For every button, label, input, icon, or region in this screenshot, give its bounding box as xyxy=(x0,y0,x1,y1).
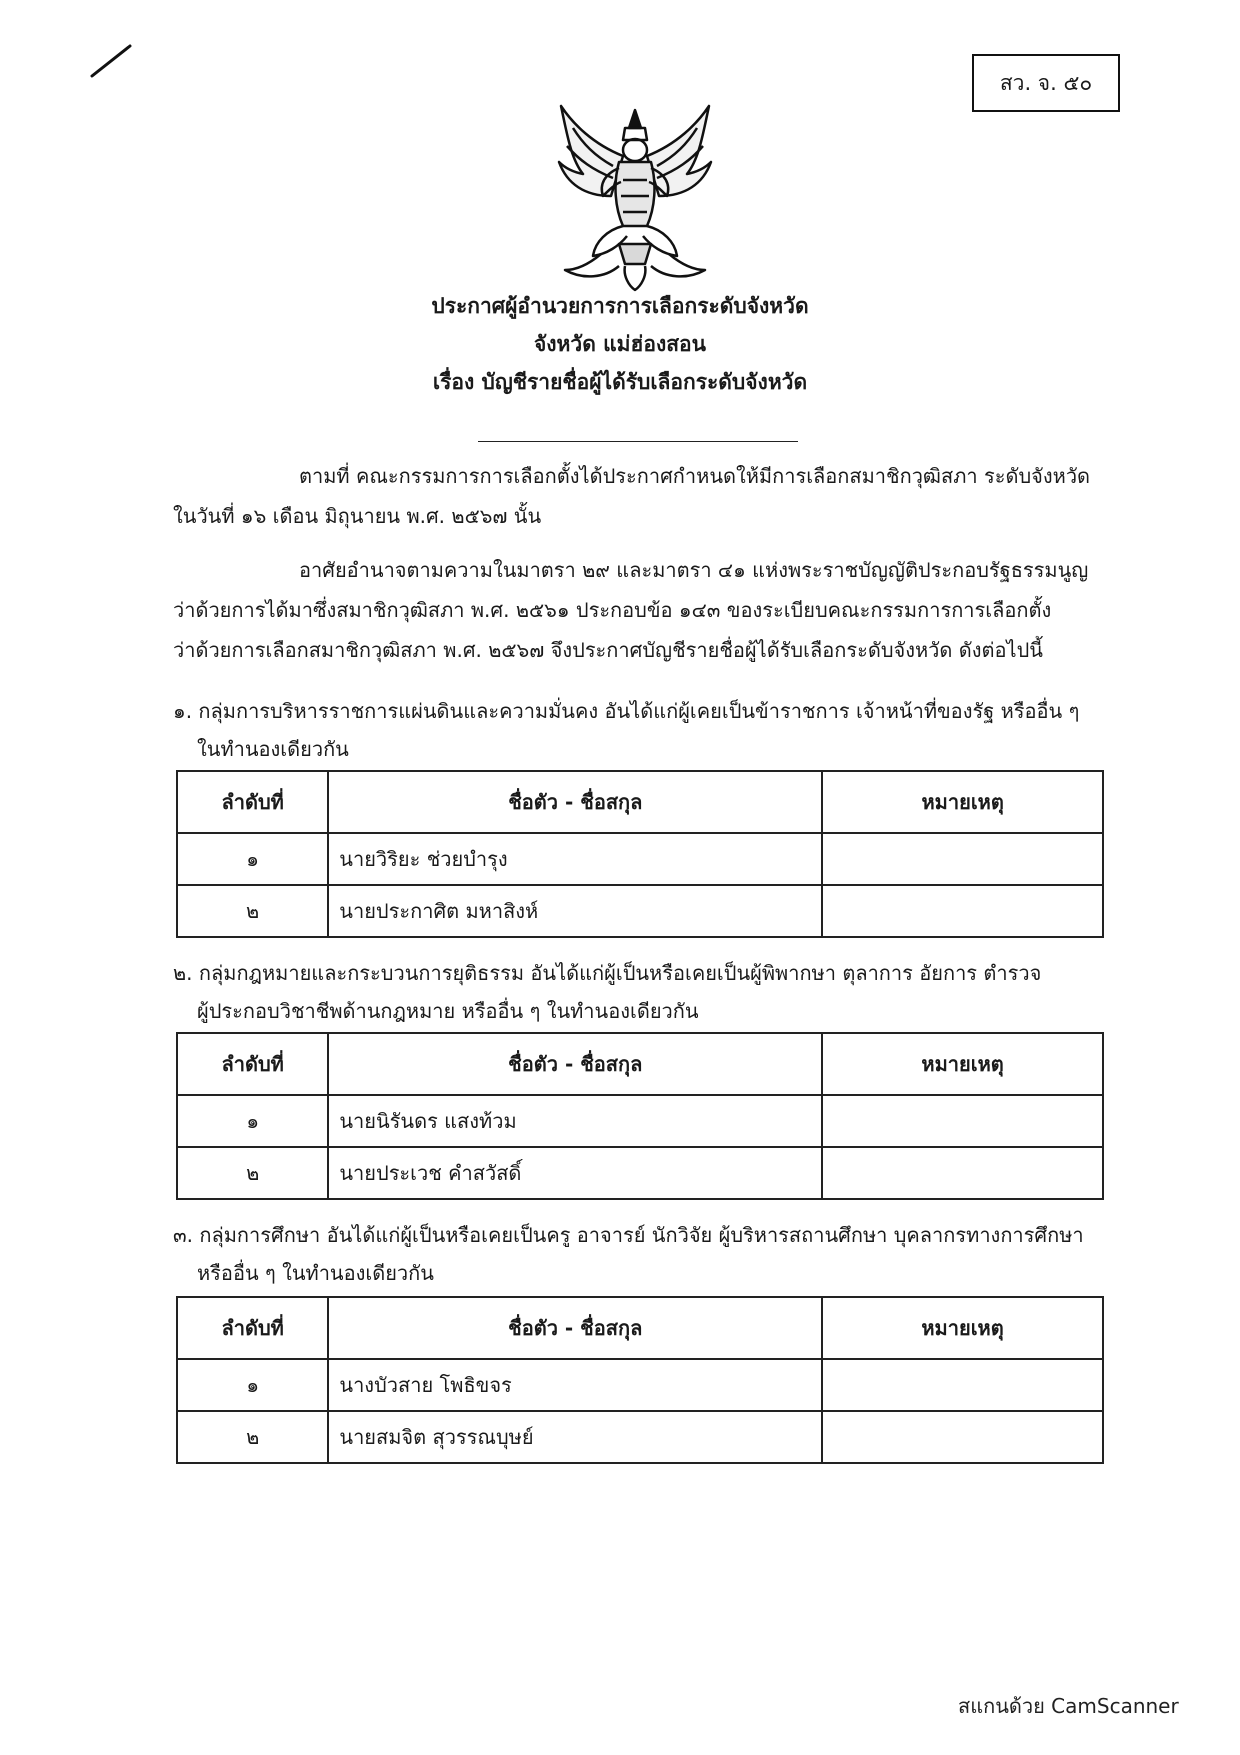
col-name-header: ชื่อตัว - ชื่อสกุล xyxy=(328,1033,822,1095)
cell-name: นายวิริยะ ช่วยบำรุง xyxy=(328,833,822,885)
group-1-title xyxy=(173,692,1103,768)
body-text: ในวันที่ ๑๖ เดือน มิถุนายน พ.ศ. ๒๕๖๗ นั้น xyxy=(173,504,542,528)
body-text: ว่าด้วยการเลือกสมาชิกวุฒิสภา พ.ศ. ๒๕๖๗ จึงประกาศบัญชีรายชื่อผู้ได้รับเลือกระดับจังหวัด ดังต่อไปนี้ xyxy=(173,638,1043,662)
group-1-table xyxy=(176,770,1104,938)
col-order-header: ลำดับที่ xyxy=(177,1297,328,1359)
cell-order: ๑ xyxy=(177,1095,328,1147)
col-name-header: ชื่อตัว - ชื่อสกุล xyxy=(328,1297,822,1359)
col-note-header: หมายเหตุ xyxy=(822,771,1103,833)
body-text: ว่าด้วยการได้มาซึ่งสมาชิกวุฒิสภา พ.ศ. ๒๕๖๑ ประกอบข้อ ๑๔๓ ของระเบียบคณะกรรมการการเลือกตั้ง xyxy=(173,598,1052,622)
cell-note xyxy=(822,885,1103,937)
group-3-title xyxy=(173,1216,1103,1292)
body-text: ตามที่ คณะกรรมการการเลือกตั้งได้ประกาศกำหนดให้มีการเลือกสมาชิกวุฒิสภา ระดับจังหวัด xyxy=(299,464,1091,488)
cell-name: นายสมจิต สุวรรณบุษย์ xyxy=(328,1411,822,1463)
group-3-table xyxy=(176,1296,1104,1464)
cell-name: นางบัวสาย โพธิขจร xyxy=(328,1359,822,1411)
cell-note xyxy=(822,833,1103,885)
col-note-header: หมายเหตุ xyxy=(822,1297,1103,1359)
table-header-row xyxy=(177,1297,1103,1359)
cell-note xyxy=(822,1147,1103,1199)
group-title-line: หรืออื่น ๆ ในทำนองเดียวกัน xyxy=(197,1261,434,1285)
form-code-box xyxy=(972,54,1120,112)
group-title-line: ๑. กลุ่มการบริหารราชการแผ่นดินและความมั่นคง อันได้แก่ผู้เคยเป็นข้าราชการ เจ้าหน้าที่ของรัฐ หรืออื่น ๆ xyxy=(173,699,1080,723)
cell-name: นายประกาศิต มหาสิงห์ xyxy=(328,885,822,937)
cell-order: ๒ xyxy=(177,1147,328,1199)
table-header-row xyxy=(177,1033,1103,1095)
table-row xyxy=(177,885,1103,937)
cell-note xyxy=(822,1359,1103,1411)
col-order-header: ลำดับที่ xyxy=(177,1033,328,1095)
table-header-row xyxy=(177,771,1103,833)
garuda-emblem-icon xyxy=(553,104,718,292)
body-text: อาศัยอำนาจตามความในมาตรา ๒๙ และมาตรา ๔๑ แห่งพระราชบัญญัติประกอบรัฐธรรมนูญ xyxy=(299,558,1089,582)
table-row xyxy=(177,1095,1103,1147)
col-order-header: ลำดับที่ xyxy=(177,771,328,833)
table-row xyxy=(177,833,1103,885)
cell-order: ๒ xyxy=(177,885,328,937)
form-code: สว. จ. ๕๐ xyxy=(999,70,1093,95)
header-line-3: เรื่อง บัญชีรายชื่อผู้ได้รับเลือกระดับจังหวัด xyxy=(432,370,808,394)
scanner-watermark: สแกนด้วย CamScanner xyxy=(958,1694,1179,1718)
header-line-2: จังหวัด แม่ฮ่องสอน xyxy=(534,332,706,356)
cell-note xyxy=(822,1095,1103,1147)
pen-mark xyxy=(90,40,140,80)
cell-name: นายประเวช คำสวัสดิ์ xyxy=(328,1147,822,1199)
body-paragraph-1 xyxy=(173,456,1098,536)
table-row xyxy=(177,1411,1103,1463)
group-title-line: ผู้ประกอบวิชาชีพด้านกฎหมาย หรืออื่น ๆ ในทำนองเดียวกัน xyxy=(197,999,699,1023)
cell-name: นายนิรันดร แสงท้วม xyxy=(328,1095,822,1147)
header-divider xyxy=(478,441,798,442)
table-row xyxy=(177,1147,1103,1199)
cell-order: ๑ xyxy=(177,1359,328,1411)
group-title-line: ๓. กลุ่มการศึกษา อันได้แก่ผู้เป็นหรือเคยเป็นครู อาจารย์ นักวิจัย ผู้บริหารสถานศึกษา บุคลากรทางการศึกษา xyxy=(173,1223,1084,1247)
group-2-table xyxy=(176,1032,1104,1200)
cell-order: ๑ xyxy=(177,833,328,885)
cell-order: ๒ xyxy=(177,1411,328,1463)
cell-note xyxy=(822,1411,1103,1463)
group-title-line: ในทำนองเดียวกัน xyxy=(197,737,349,761)
group-2-title xyxy=(173,954,1103,1030)
col-note-header: หมายเหตุ xyxy=(822,1033,1103,1095)
header-line-1: ประกาศผู้อำนวยการการเลือกระดับจังหวัด xyxy=(431,294,809,318)
group-title-line: ๒. กลุ่มกฎหมายและกระบวนการยุติธรรม อันได้แก่ผู้เป็นหรือเคยเป็นผู้พิพากษา ตุลาการ อัยการ ตำรวจ xyxy=(173,961,1042,985)
table-row xyxy=(177,1359,1103,1411)
col-name-header: ชื่อตัว - ชื่อสกุล xyxy=(328,771,822,833)
body-paragraph-2 xyxy=(173,550,1098,670)
